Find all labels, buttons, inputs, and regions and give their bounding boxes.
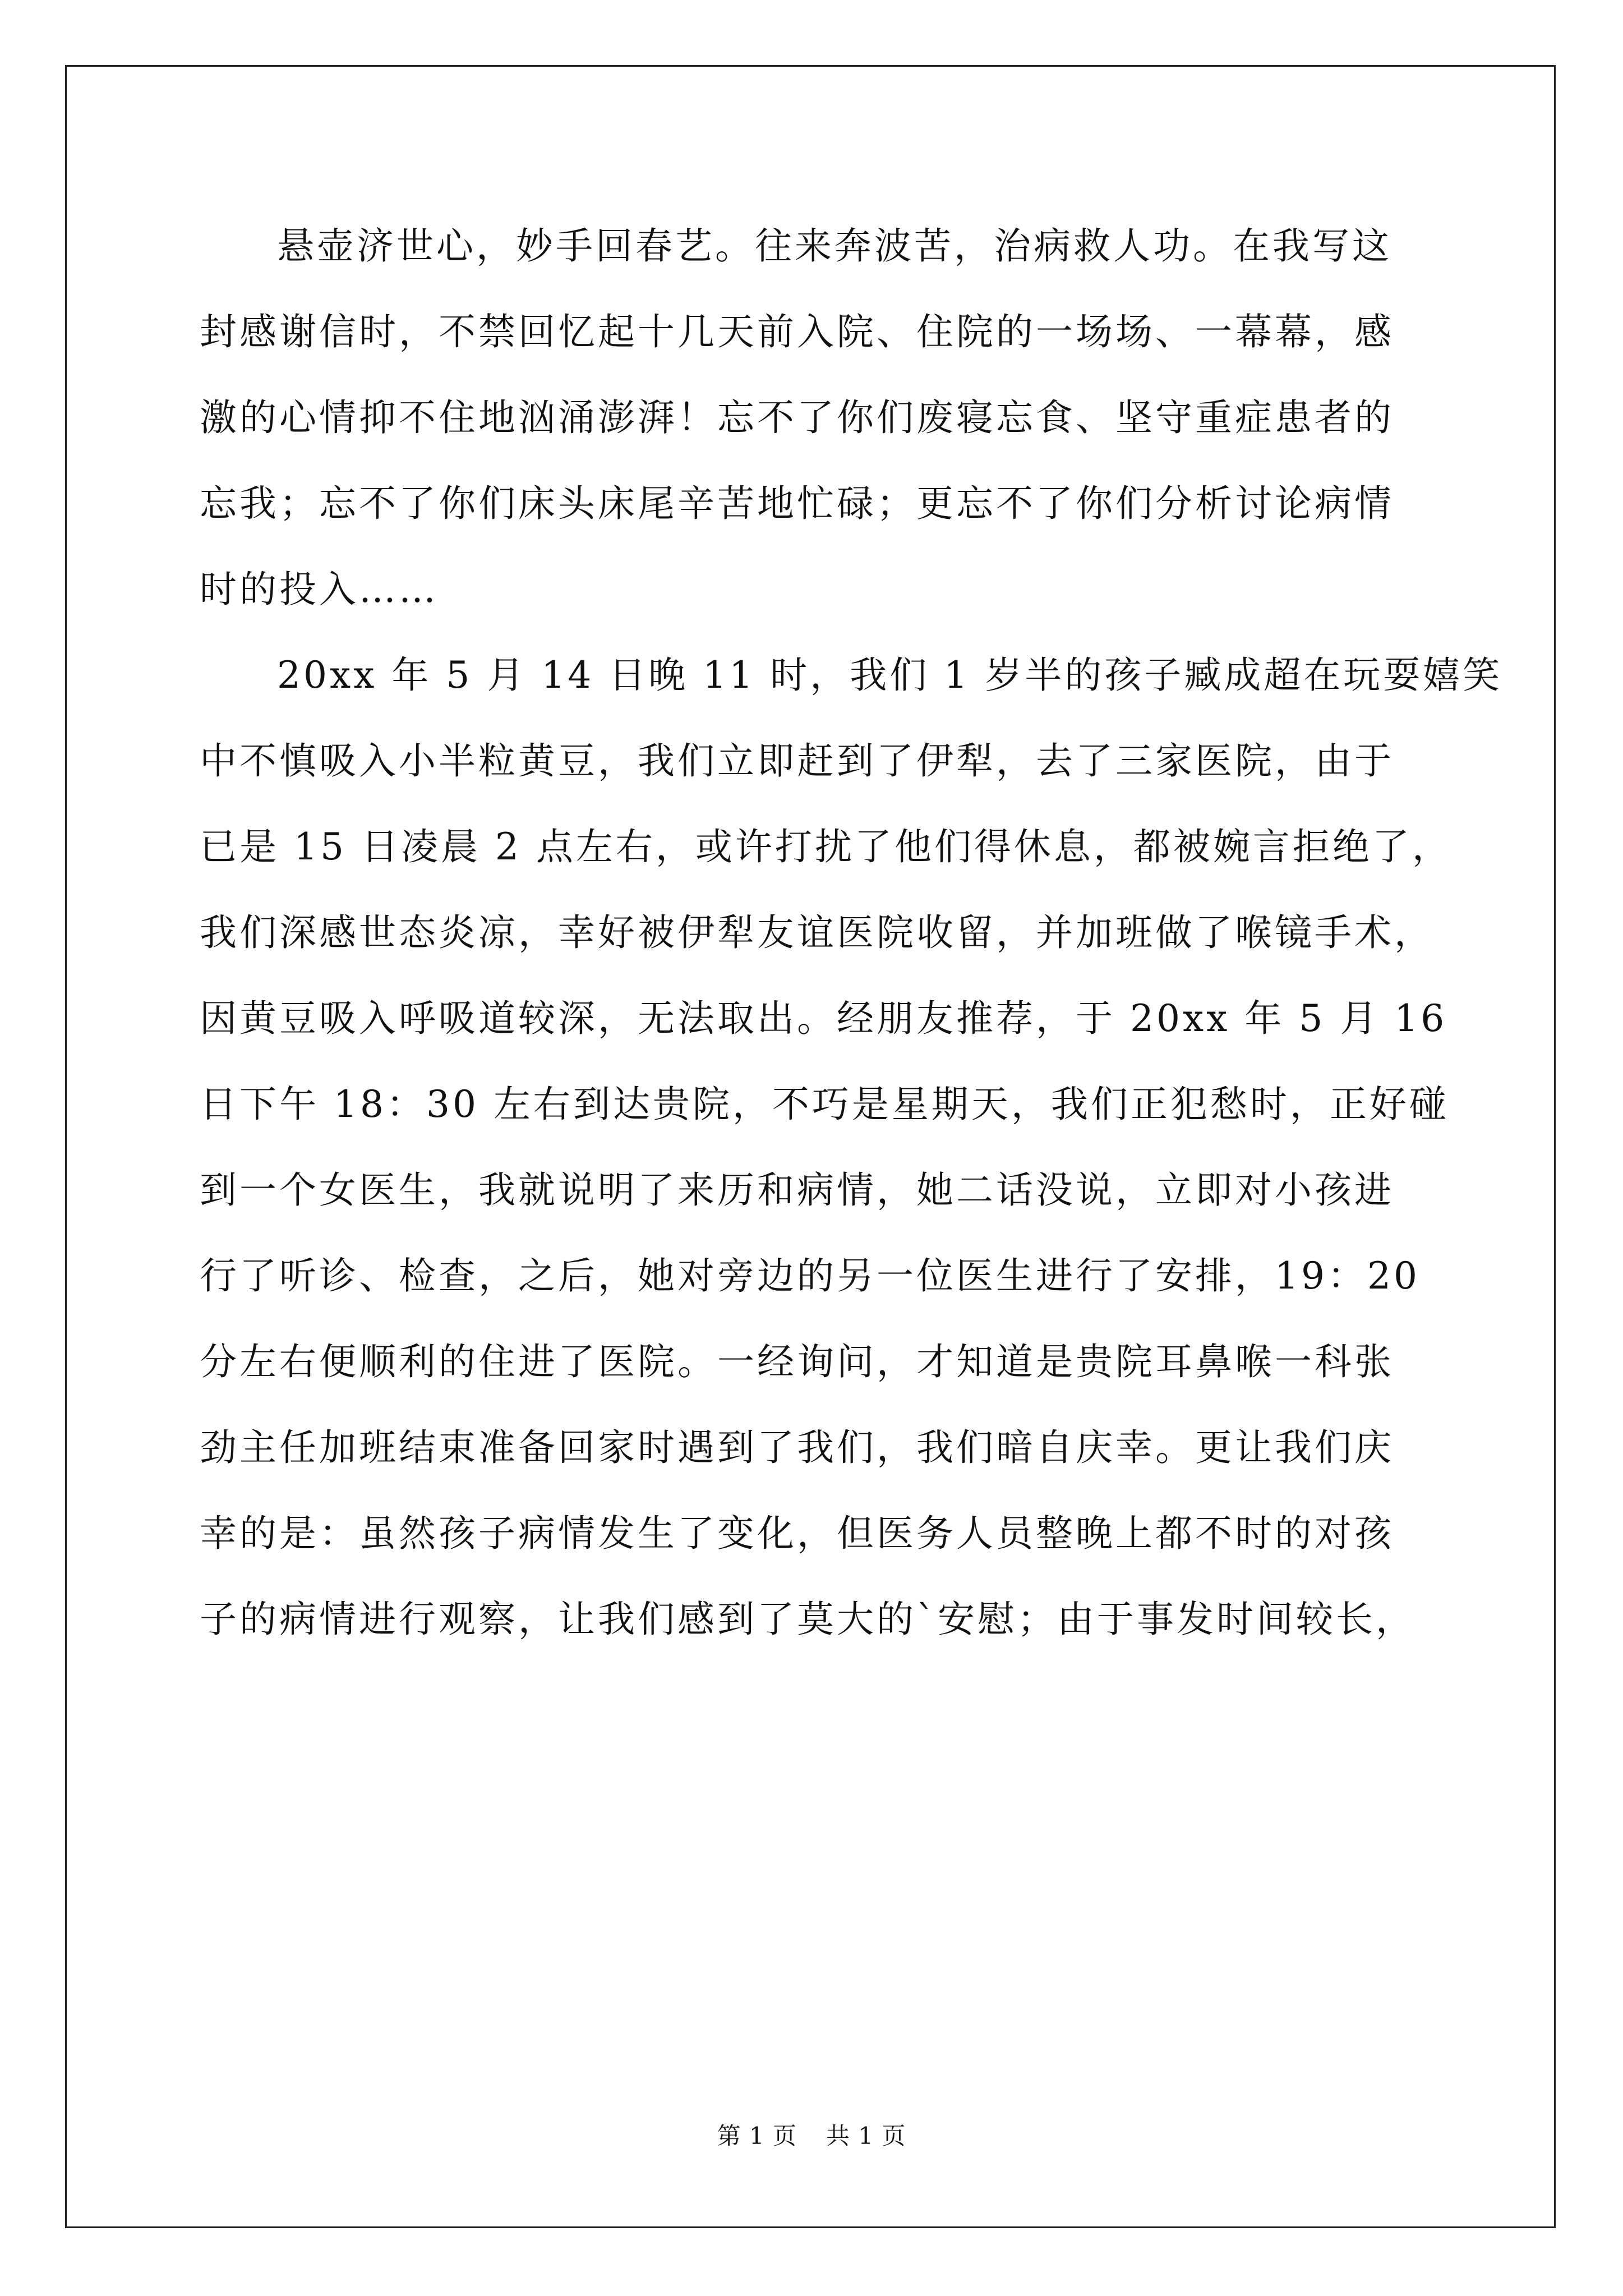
text-line: 中不慎吸入小半粒黄豆，我们立即赶到了伊犁，去了三家医院，由于: [200, 739, 1394, 783]
text-line: 20xx 年 5 月 14 日晚 11 时，我们 1 岁半的孩子臧成超在玩耍嬉笑: [277, 654, 1503, 697]
text-line: 时的投入……: [200, 568, 439, 611]
text-line: 日下午 18：30 左右到达贵院，不巧是星期天，我们正犯愁时，正好碰: [200, 1083, 1449, 1126]
text-line: 激的心情抑不住地汹涌澎湃！忘不了你们废寝忘食、坚守重症患者的: [200, 396, 1394, 439]
text-line: 分左右便顺利的住进了医院。一经询问，才知道是贵院耳鼻喉一科张: [200, 1340, 1394, 1383]
text-line: 到一个女医生，我就说明了来历和病情，她二话没说，立即对小孩进: [200, 1168, 1394, 1212]
page-number: 第 1 页: [717, 2122, 797, 2150]
text-line: 行了听诊、检查，之后，她对旁边的另一位医生进行了安排，19：20: [200, 1254, 1420, 1297]
letter-body: [200, 203, 1503, 1662]
text-line: 封感谢信时，不禁回忆起十几天前入院、住院的一场场、一幕幕，感: [200, 310, 1394, 353]
text-line: 我们深感世态炎凉，幸好被伊犁友谊医院收留，并加班做了喉镜手术，: [200, 911, 1434, 954]
text-line: 悬壶济世心，妙手回春艺。往来奔波苦，治病救人功。在我写这: [277, 224, 1392, 268]
text-line: 因黄豆吸入呼吸道较深，无法取出。经朋友推荐，于 20xx 年 5 月 16: [200, 997, 1447, 1040]
text-line: 忘我；忘不了你们床头床尾辛苦地忙碌；更忘不了你们分析讨论病情: [200, 482, 1394, 525]
text-line: 子的病情进行观察，让我们感到了莫大的`安慰；由于事发时间较长，: [200, 1598, 1415, 1641]
page-footer: [0, 2120, 1623, 2152]
page-total: 共 1 页: [826, 2122, 906, 2150]
text-line: 幸的是：虽然孩子病情发生了变化，但医务人员整晚上都不时的对孩: [200, 1512, 1394, 1555]
text-line: 已是 15 日凌晨 2 点左右，或许打扰了他们得休息，都被婉言拒绝了，: [200, 825, 1452, 868]
text-line: 劲主任加班结束准备回家时遇到了我们，我们暗自庆幸。更让我们庆: [200, 1426, 1394, 1469]
